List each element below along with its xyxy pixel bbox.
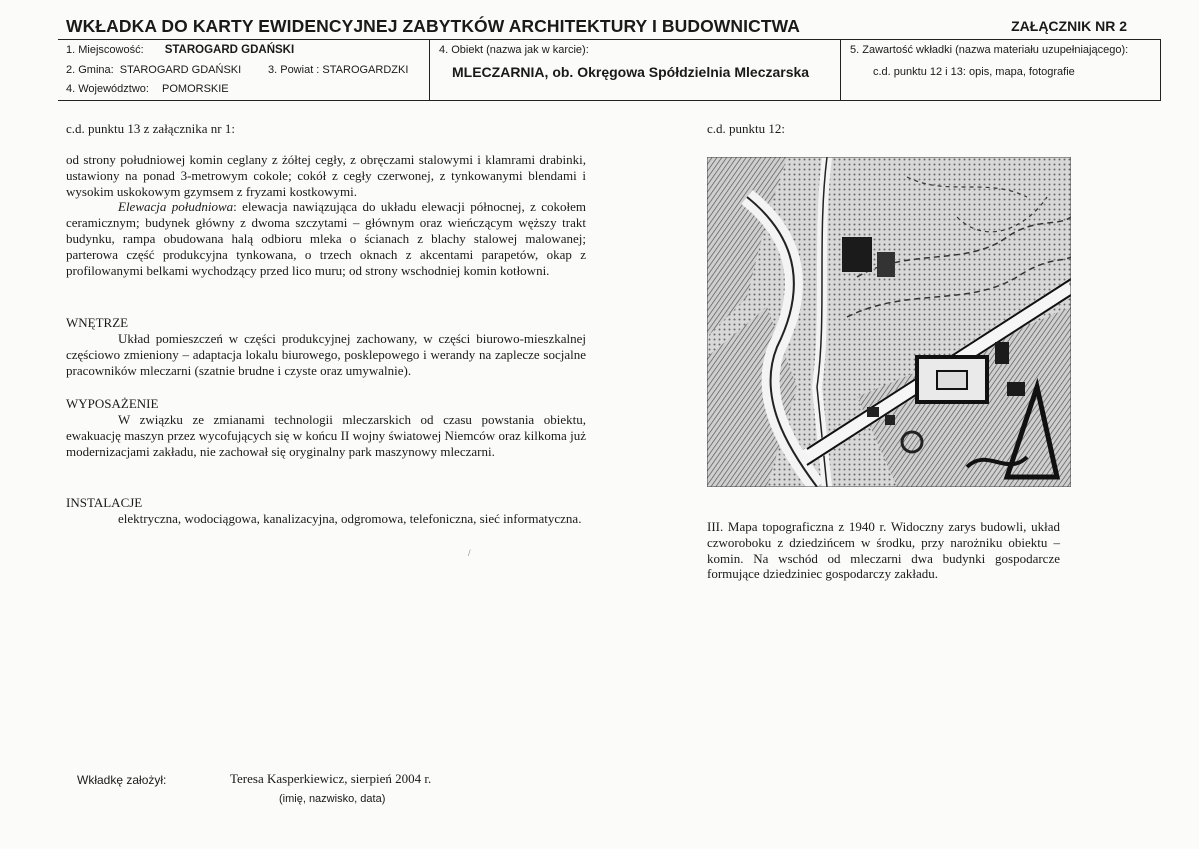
interior-heading: WNĘTRZE — [66, 315, 129, 330]
map-caption: III. Mapa topograficzna z 1940 r. Widoczny zarys budowli, układ czworoboku z dziedzińcem w środku, przy narożniku obiektu – komin. Na wschód od mleczarni dwa budynki gospodarcze formujące dziedziniec gospodarczy zakładu. — [707, 519, 1060, 582]
district-field — [268, 64, 408, 76]
divider-1 — [429, 39, 430, 101]
locality-field — [66, 44, 294, 56]
equipment-heading: WYPOSAŻENIE — [66, 396, 159, 411]
interior-text: Układ pomieszczeń w części produkcyjnej zachowany, w części biurowo-mieszkalnej częściowo zmieniony – adaptacja lokalu biurowego, posklepowego i werandy na zaplecze socjalne pracowników mleczarni (szatnie brudne i czyste oraz umywalnie). — [66, 331, 586, 378]
right-subtitle: c.d. punktu 12: — [707, 121, 785, 136]
description-section — [66, 152, 586, 278]
paragraph-chimney: od strony południowej komin ceglany z żółtej cegły, z obręczami stalowymi i klamrami drabinki, ustawiony na ponad 3-metrowym cokole; cokół z cegły czerwonej, z tynkowanymi blendami i wysokim uskokowym gzymsem z fryzami kostkowymi. — [66, 152, 586, 199]
commune-value: STAROGARD GDAŃSKI — [119, 64, 242, 76]
district-label: 3. Powiat : — [268, 64, 320, 76]
district-value: STAROGARDZKI — [322, 64, 409, 76]
commune-field — [66, 64, 241, 76]
province-field — [66, 83, 229, 95]
divider-2 — [840, 39, 841, 101]
locality-value: STAROGARD GDAŃSKI — [164, 44, 295, 56]
province-value: POMORSKIE — [162, 83, 229, 95]
installations-heading: INSTALACJE — [66, 495, 143, 510]
locality-label: 1. Miejscowość: — [66, 44, 144, 56]
south-elevation-text: : elewacja nawiązująca do układu elewacji północnej, z cokołem ceramicznym; budynek główny z dwoma szczytami – głównym oraz wieńczącym węższy trakt budynku, rampa obudowana halą odbioru mleka o ścianach z blachy stalowej malowanej; parterowa część produkcyjna tynkowana, o trzech oknach z akcentami parapetów, okap z profilowanymi belkami wychodzący przed lico muru; od strony wschodniej komin kotłowni. — [66, 199, 586, 278]
paragraph-south-elevation — [66, 199, 586, 278]
left-subtitle: c.d. punktu 13 z załącznika nr 1: — [66, 121, 235, 136]
footer-hint: (imię, nazwisko, data) — [279, 793, 386, 805]
commune-label: 2. Gmina: — [66, 64, 114, 76]
topographic-map-image — [707, 157, 1071, 487]
footer-label: Wkładkę założył: — [77, 773, 167, 787]
stray-mark: / — [468, 548, 471, 558]
contents-value: c.d. punktu 12 i 13: opis, mapa, fotografie — [873, 66, 1075, 78]
province-label: 4. Województwo: — [66, 83, 149, 95]
document-title: WKŁADKA DO KARTY EWIDENCYJNEJ ZABYTKÓW ARCHITEKTURY I BUDOWNICTWA — [66, 16, 801, 36]
object-label: 4. Obiekt (nazwa jak w karcie): — [439, 44, 589, 56]
object-name: MLECZARNIA, ob. Okręgowa Spółdzielnia Mleczarska — [452, 64, 810, 80]
installations-text: elektryczna, wodociągowa, kanalizacyjna, odgromowa, telefoniczna, sieć informatyczna. — [118, 511, 582, 526]
attachment-number: ZAŁĄCZNIK NR 2 — [1011, 18, 1127, 34]
equipment-text: W związku ze zmianami technologii mleczarskich od czasu powstania obiektu, ewakuację maszyn przez wycofujących się w końcu II wojny światowej Niemców oraz kilkoma już modernizacjami zakładu, nie zachował się oryginalny park maszynowy mleczarni. — [66, 412, 586, 459]
south-elevation-label: Elewacja południowa — [118, 199, 234, 215]
contents-label: 5. Zawartość wkładki (nazwa materiału uzupełniającego): — [850, 44, 1129, 56]
footer-author: Teresa Kasperkiewicz, sierpień 2004 r. — [230, 771, 432, 786]
